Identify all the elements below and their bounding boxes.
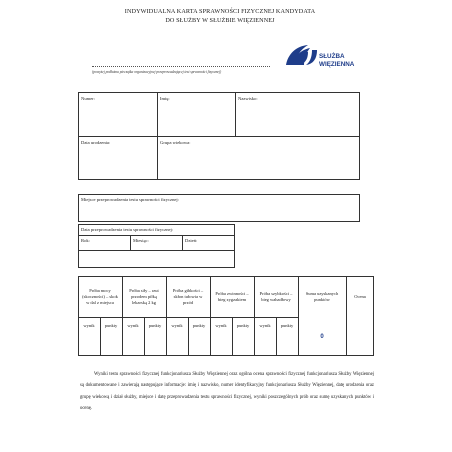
emblem-icon — [284, 40, 374, 76]
power-result-subheader: wynik — [83, 323, 95, 328]
document-title — [100, 7, 340, 25]
logo-line-1: SŁUŻBA — [319, 53, 345, 60]
first-name-field-label: Imię: — [160, 96, 170, 101]
results-col-divider-1 — [122, 276, 123, 356]
points-sum-header: Suma uzyskanych punktów — [305, 291, 339, 302]
agility-points-subheader: punkty — [236, 323, 250, 328]
power-points-subheader: punkty — [104, 323, 118, 328]
age-group-field-label: Grupa wiekowa: — [160, 140, 191, 145]
points-sum-value: 0 — [320, 334, 324, 340]
test-place-label: Miejsce przeprowadzenia testu sprawności fizycznej: — [81, 197, 179, 202]
flexibility-test-header: Próba gibkości – skłon tułowia w przód — [172, 287, 204, 305]
logo-line-2: WIĘZIENNA — [319, 61, 355, 68]
stamp-caption: (powyżej podłużna pieczątka organizacyjnej przeprowadzającej test sprawności fizycznej) — [92, 70, 222, 74]
strength-test-header: Próba siły – rzut przodem piłką lekarską 2 kg — [129, 287, 159, 305]
speed-result-subheader: wynik — [259, 323, 271, 328]
strength-points-subheader: punkty — [148, 323, 162, 328]
flexibility-points-subheader: punkty — [192, 323, 206, 328]
info-paragraph: Wyniki testu sprawności fizycznej funkcjonariusza Służby Więziennej oraz ogólna ocena sprawności fizycznej funkcjonariusza Służby Więziennej są dokumentowane i zawierają następujące informacje: imię i nazwisko, numer identyfikacyjny funkcjonariusza Służby Więziennej, datę urodzenia oraz grupę wiekową i dział służby, miejsce i datę przeprowadzenia testu sprawności fizycznej, wyniki poszczególnych prób oraz sumę uzyskanych punktów i ocenę. — [80, 372, 374, 411]
month-label: Miesiąc: — [133, 238, 149, 243]
identity-row-divider — [78, 136, 360, 137]
grade-header: Ocena — [354, 294, 366, 299]
date-divider-2 — [182, 235, 183, 250]
results-col-divider-5 — [298, 276, 299, 356]
strength-result-subheader: wynik — [127, 323, 139, 328]
test-date-label: Data przeprowadzenia testu sprawności fizycznej: — [81, 227, 174, 232]
day-label: Dzień: — [185, 238, 198, 243]
year-label: Rok: — [81, 238, 90, 243]
agility-test-header: Próba zwinności – bieg zygzakiem — [215, 290, 249, 302]
title-line-1: INDYWIDUALNA KARTA SPRAWNOŚCI FIZYCZNEJ KANDYDATA — [124, 8, 316, 15]
birth-date-field-label: Data urodzenia: — [81, 140, 111, 145]
stamp-dotted-line — [92, 66, 270, 67]
identity-divider-2 — [235, 92, 236, 136]
date-divider-1 — [130, 235, 131, 250]
power-test-header: Próba mocy (skoczności) – skok w dal z miejsca — [82, 287, 118, 305]
title-line-2: DO SŁUŻBY W SŁUŻBIE WIĘZIENNEJ — [165, 17, 275, 24]
results-col-divider-2 — [166, 276, 167, 356]
date-row-divider — [78, 250, 235, 251]
flexibility-result-subheader: wynik — [171, 323, 183, 328]
sluzba-wiezienna-logo — [284, 40, 374, 76]
speed-test-header: Próba szybkości – bieg wahadłowy — [259, 290, 293, 302]
results-col-divider-6 — [346, 276, 347, 356]
speed-points-subheader: punkty — [280, 323, 294, 328]
surname-field-label: Nazwisko: — [238, 96, 258, 101]
results-col-divider-3 — [210, 276, 211, 356]
agility-result-subheader: wynik — [215, 323, 227, 328]
results-col-divider-4 — [254, 276, 255, 356]
number-field-label: Numer: — [81, 96, 96, 101]
date-header-divider — [78, 235, 235, 236]
